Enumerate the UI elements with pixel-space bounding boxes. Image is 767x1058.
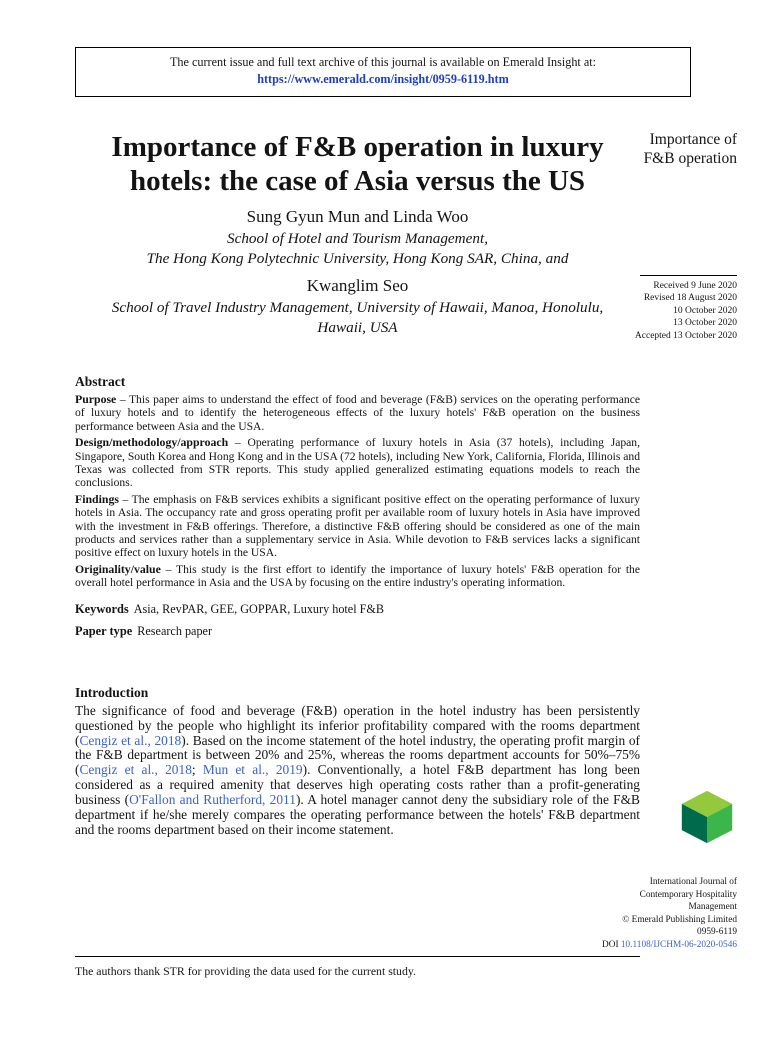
intro-segment: ). Conventionally, a hotel F&B department has long been considered as a required amenity that deserves high operating costs rather than a profit-generating business (	[75, 762, 640, 808]
citation-link-mun-2019[interactable]: Mun et al., 2019	[202, 762, 303, 778]
date-received: Received 9 June 2020	[653, 281, 737, 291]
publisher-copyright: © Emerald Publishing Limited	[622, 914, 737, 925]
paper-type-text: Research paper	[137, 623, 213, 638]
running-head: Importance of F&B operation	[643, 131, 737, 167]
paper-type-label: Paper type	[75, 623, 133, 638]
affiliation-1	[75, 229, 640, 269]
keywords-label: Keywords	[75, 601, 129, 616]
abstract-originality-label: Originality/value	[75, 561, 161, 576]
keywords-text: Asia, RevPAR, GEE, GOPPAR, Luxury hotel F&B	[133, 601, 385, 616]
acknowledgement-footnote: The authors thank STR for providing the data used for the current study.	[75, 964, 416, 978]
doi-label: DOI	[602, 939, 619, 950]
doi-link[interactable]: 10.1108/IJCHM-06-2020-0546	[620, 939, 737, 950]
abstract-originality-text: – This study is the first effort to identify the importance of luxury hotels' F&B operation for the overall hotel performance in Asia and the USA by focusing on the entire industry's operating information.	[75, 562, 640, 590]
article-history-dates	[607, 280, 737, 342]
authors-line: Sung Gyun Mun and Linda Woo	[246, 207, 469, 226]
journal-title-line-3: Management	[688, 902, 737, 913]
affiliation-1-line-1: School of Hotel and Tourism Management,	[227, 230, 488, 247]
abstract-findings-text: – The emphasis on F&B services exhibits a significant positive effect on the operating performance of luxury hotels in Asia. The occupancy rate and gross operating profit per available room of luxury hotels in Asia have improved with the investment in F&B offerings. Therefore, a distinctive F&B offering should be considered as one of the main products and services rather than a supplementary service in Asia. While devotion to F&B services lacks a significant positive effect on luxury hotels in the USA.	[75, 492, 640, 560]
archive-notice-box	[75, 47, 691, 97]
abstract-purpose-text: – This paper aims to understand the effect of food and beverage (F&B) services on the operating performance of luxury hotels and to identify the heterogeneous effects of the luxury hotels' F&B operation on the business performance between Asia and the USA.	[75, 393, 640, 433]
issn: 0959-6119	[697, 927, 737, 938]
intro-segment: ;	[191, 762, 203, 778]
doi-line	[557, 939, 737, 952]
journal-imprint-block	[557, 876, 737, 952]
sidebar-column	[634, 130, 737, 838]
emerald-logo	[679, 788, 735, 846]
affiliation-1-line-2: The Hong Kong Polytechnic University, Hong Kong SAR, China, and	[146, 250, 569, 267]
journal-title-line-2: Contemporary Hospitality	[639, 889, 737, 900]
affiliation-2-line-1: School of Travel Industry Management, University of Hawaii, Manoa, Honolulu,	[111, 299, 604, 316]
journal-title-line-1: International Journal of	[649, 877, 737, 887]
introduction-paragraph	[75, 704, 640, 838]
abstract-findings	[75, 493, 640, 560]
citation-link-cengiz-2018-b[interactable]: Cengiz et al., 2018	[79, 762, 192, 778]
abstract-purpose-label: Purpose	[75, 392, 117, 406]
abstract-design	[75, 436, 640, 490]
abstract-design-text: – Operating performance of luxury hotels in Asia (37 hotels), including Japan, Singapore, South Korea and Hong Kong and in the USA (72 hotels), including New York, California, Florida, Illinois and Texas was collected from STR reports. This study applied generalized estimating equations models to reach the conclusions.	[75, 436, 641, 490]
affiliation-2-line-2: Hawaii, USA	[317, 319, 398, 336]
footnote-divider	[75, 956, 640, 957]
abstract-section	[75, 374, 640, 639]
date-revised-1: Revised 18 August 2020	[643, 293, 737, 304]
content-columns	[75, 130, 737, 838]
archive-notice-text: The current issue and full text archive of this journal is available on Emerald Insight at:	[169, 55, 597, 69]
sidebar-divider	[640, 275, 737, 276]
date-revised-3: 13 October 2020	[673, 318, 737, 329]
intro-segment: ). A hotel manager cannot deny the subsidiary role of the F&B department if he/she merely compares the operating performance between the hotels' F&B department and the rooms department based on their income statement.	[75, 792, 640, 837]
abstract-purpose	[75, 393, 640, 433]
introduction-section	[75, 685, 640, 838]
paper-type-line	[75, 624, 640, 639]
footnote-block	[75, 956, 640, 979]
abstract-design-label: Design/methodology/approach	[75, 435, 229, 450]
insight-url-link[interactable]: https://www.emerald.com/insight/0959-6119.htm	[257, 72, 509, 86]
date-revised-2: 10 October 2020	[673, 305, 737, 316]
citation-link-ofallon-rutherford-2011[interactable]: O'Fallon and Rutherford, 2011	[129, 792, 296, 808]
intro-segment: ). Based on the income statement of the hotel industry, the operating profit margin of the F&B department is between 20% and 25%, whereas the rooms department accounts for 50%–75% (	[75, 732, 640, 778]
article-title: Importance of F&B operation in luxury hotels: the case of Asia versus the US	[111, 131, 604, 197]
affiliation-2	[75, 298, 640, 338]
abstract-findings-label: Findings	[75, 491, 119, 506]
introduction-heading: Introduction	[75, 684, 149, 700]
abstract-heading: Abstract	[75, 374, 126, 389]
author-2: Kwanglim Seo	[306, 276, 409, 295]
main-column	[75, 130, 640, 838]
publisher-logo-block	[679, 788, 735, 851]
intro-segment: The significance of food and beverage (F&B) operation in the hotel industry has been persistently questioned by the people who highlight its inferior profitability compared with the rooms department (	[75, 702, 640, 748]
citation-link-cengiz-2018[interactable]: Cengiz et al., 2018	[79, 732, 182, 748]
keywords-line	[75, 602, 640, 617]
abstract-originality	[75, 563, 640, 590]
date-accepted: Accepted 13 October 2020	[634, 330, 737, 341]
